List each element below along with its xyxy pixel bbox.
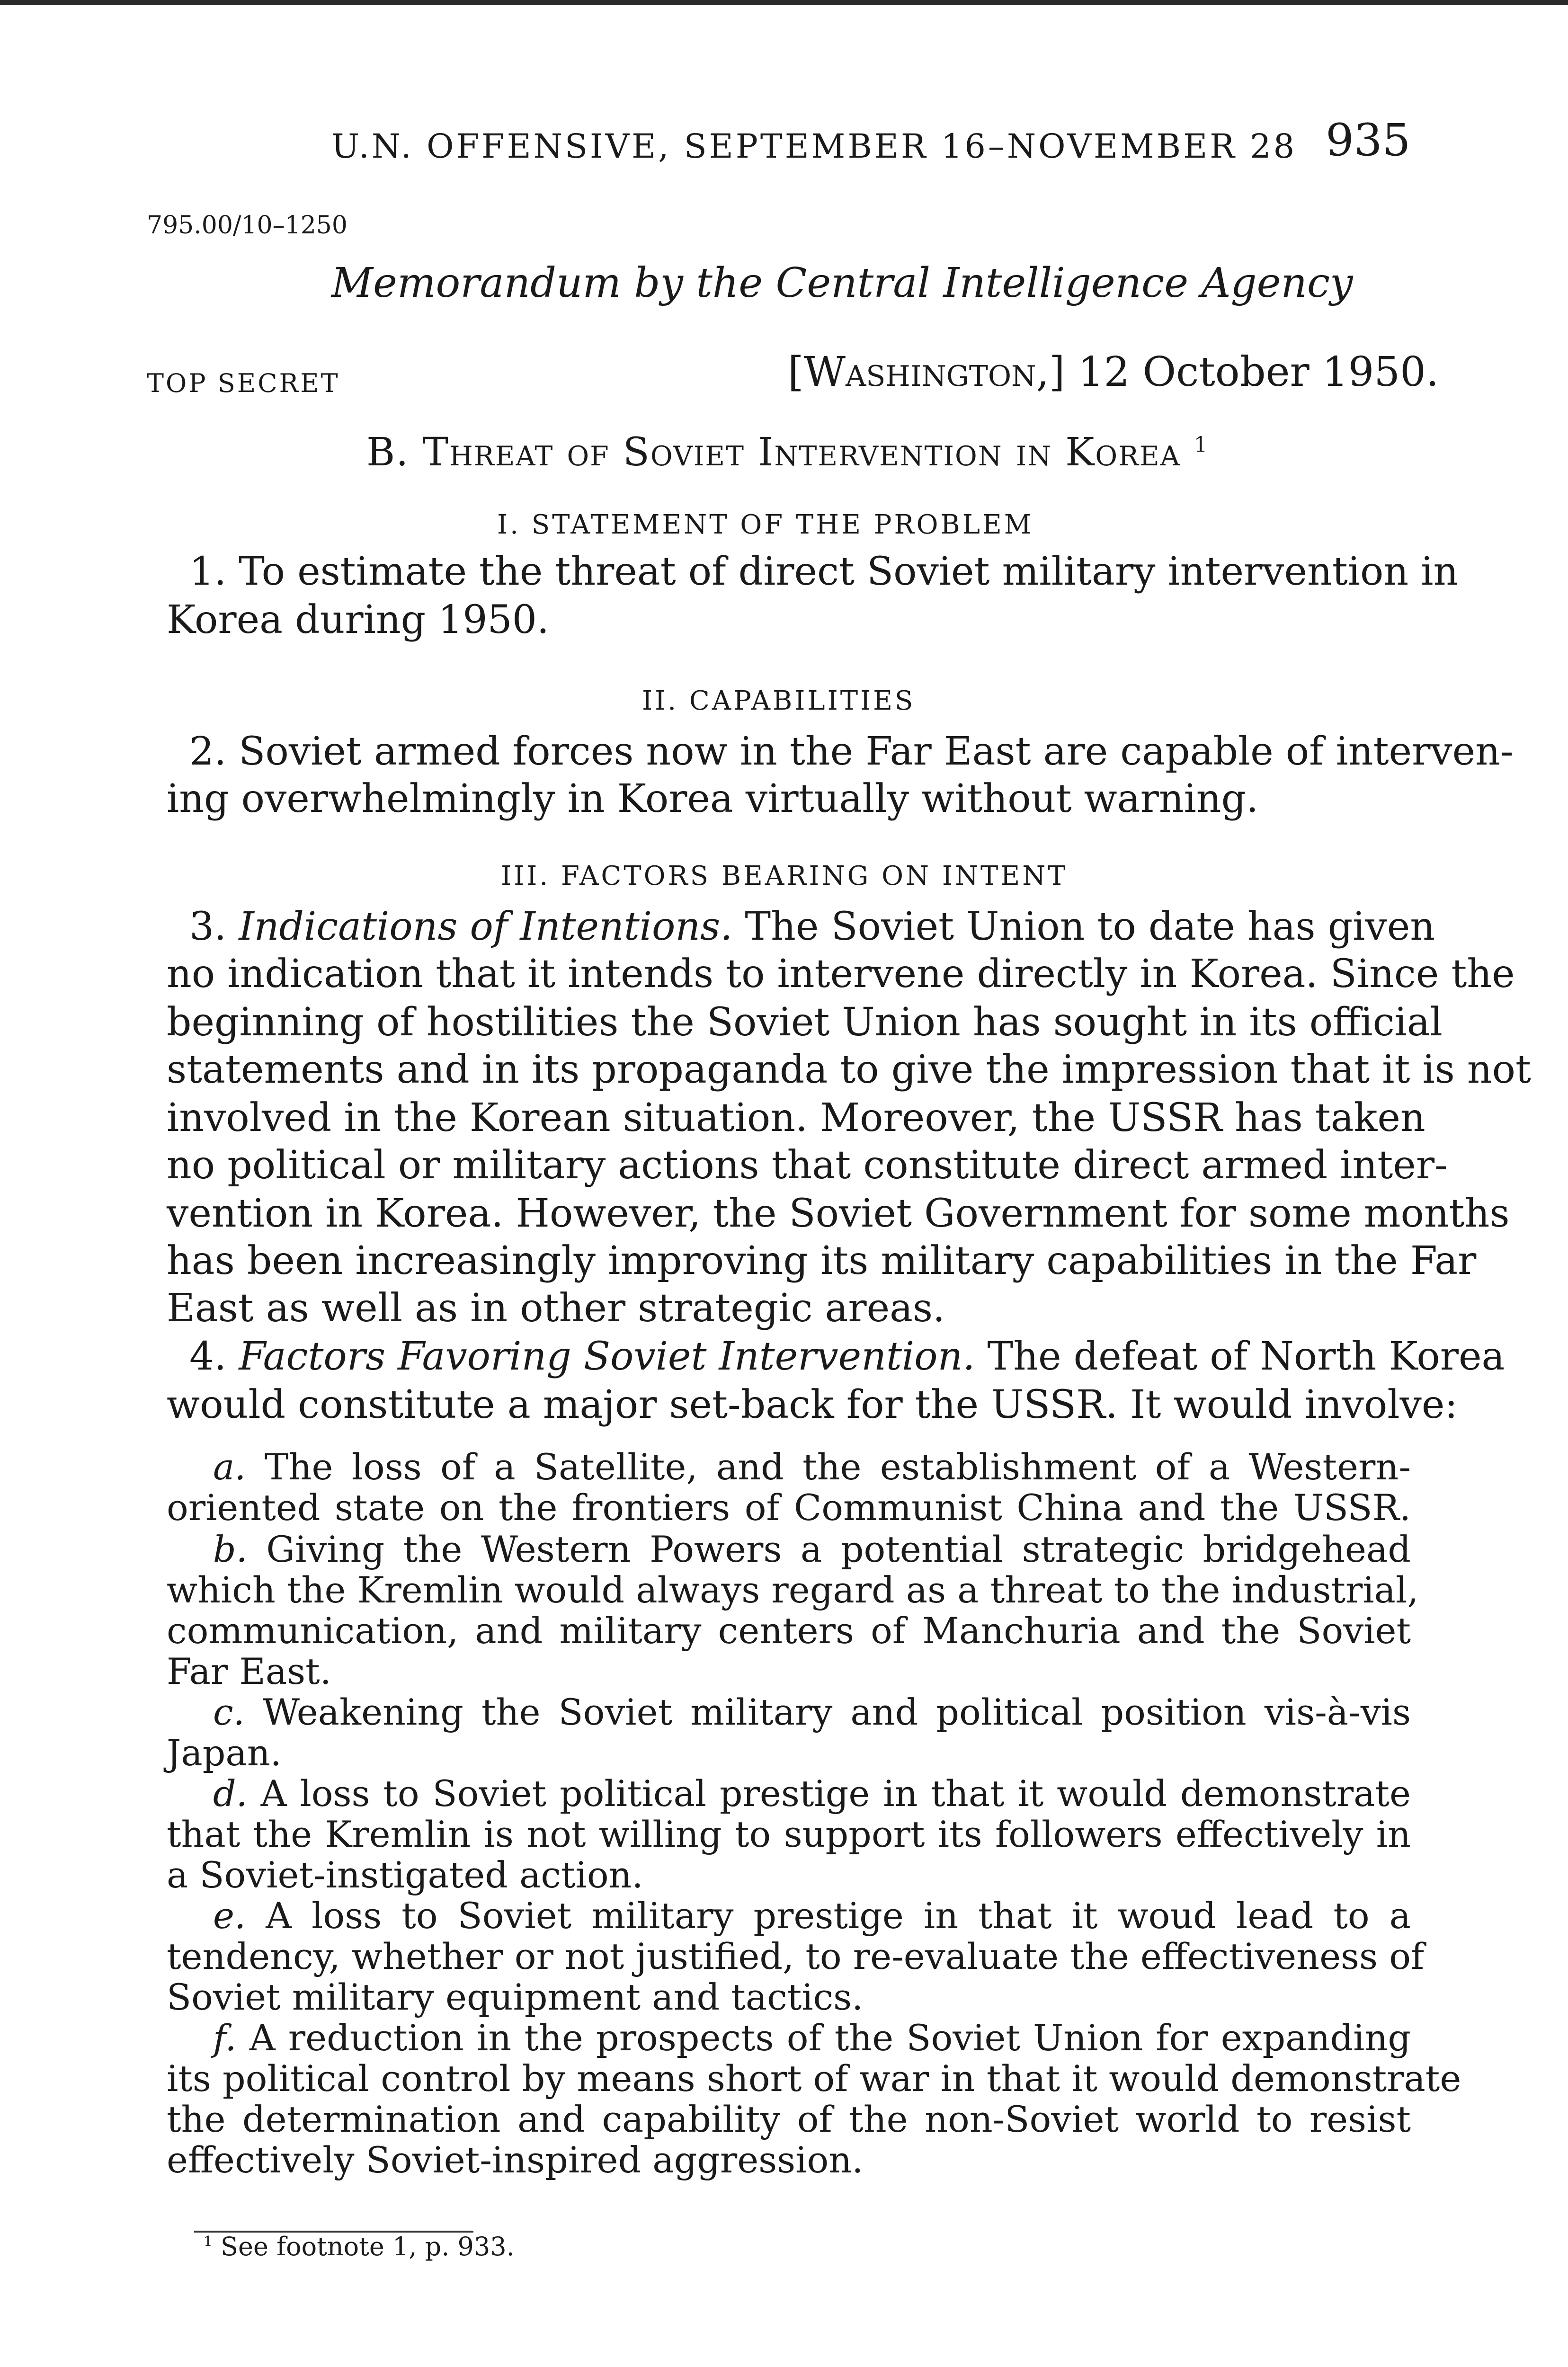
- place-open-bracket: [: [788, 348, 804, 396]
- item-e-line-2: tendency, whether or not justified, to re-evaluate the effectiveness of: [167, 1935, 1425, 1977]
- item-e-line-1: [213, 1895, 1411, 1937]
- page-number: 935: [1326, 115, 1411, 166]
- footnote: [204, 2232, 515, 2261]
- paragraph-3-line-8: has been increasingly improving its military capabilities in the Far: [167, 1238, 1477, 1283]
- classification-label: TOP SECRET: [147, 368, 340, 398]
- item-d-letter: d.: [213, 1772, 248, 1815]
- paragraph-3-line-2: no indication that it intends to intervene directly in Korea. Since the: [167, 952, 1515, 997]
- paragraph-4-heading: Factors Favoring Soviet Intervention.: [239, 1334, 975, 1379]
- item-b-letter: b.: [213, 1528, 248, 1570]
- paragraph-4-number: 4.: [189, 1334, 239, 1379]
- paragraph-4-lead-text: The defeat of North Korea: [975, 1334, 1505, 1379]
- item-f-letter: f.: [213, 2017, 237, 2059]
- place-date-line: [788, 348, 1439, 396]
- paragraph-2-line-1: 2. Soviet armed forces now in the Far East are capable of interven-: [189, 729, 1514, 774]
- place-name: Washington: [803, 348, 1036, 396]
- file-number: 795.00/10–1250: [147, 211, 347, 240]
- section-title: [366, 430, 1209, 475]
- item-d-line-1: [213, 1772, 1411, 1815]
- item-c-line-1: [213, 1691, 1411, 1733]
- item-f-text: A reduction in the prospects of the Soviet Union for expanding: [236, 2017, 1411, 2059]
- item-a-text: The loss of a Satellite, and the establishment of a Western-: [246, 1446, 1411, 1488]
- place-close-bracket: ,]: [1036, 348, 1065, 396]
- paragraph-3-line-5: involved in the Korean situation. Moreover, the USSR has taken: [167, 1095, 1425, 1140]
- item-b-line-1: [213, 1528, 1411, 1570]
- item-c-letter: c.: [213, 1691, 245, 1733]
- heading-capabilities: II. CAPABILITIES: [642, 685, 916, 716]
- paragraph-2-line-2: ing overwhelmingly in Korea virtually without warning.: [167, 776, 1259, 821]
- item-f-line-3: the determination and capability of the non-Soviet world to resist: [167, 2098, 1411, 2140]
- item-f-line-4: effectively Soviet-inspired aggression.: [167, 2139, 864, 2181]
- item-a-line-2: oriented state on the frontiers of Communist China and the USSR.: [167, 1486, 1411, 1529]
- item-b-text: Giving the Western Powers a potential strategic bridgehead: [247, 1528, 1411, 1570]
- heading-statement-of-problem: I. STATEMENT OF THE PROBLEM: [497, 509, 1034, 540]
- section-title-text: B. Threat of Soviet Intervention in Korea: [366, 430, 1181, 475]
- paragraph-3-line-7: vention in Korea. However, the Soviet Government for some months: [167, 1191, 1510, 1236]
- item-f-line-2: its political control by means short of war in that it would demonstrate: [167, 2057, 1461, 2100]
- item-a-letter: a.: [213, 1446, 246, 1488]
- item-e-text: A loss to Soviet military prestige in that it woud lead to a: [246, 1895, 1411, 1937]
- item-d-line-3: a Soviet-instigated action.: [167, 1854, 643, 1896]
- item-a-line-1: [213, 1446, 1411, 1488]
- document-title: Memorandum by the Central Intelligence Agency: [331, 259, 1353, 307]
- paragraph-3-line-3: beginning of hostilities the Soviet Union has sought in its official: [167, 1000, 1443, 1045]
- item-b-line-2: which the Kremlin would always regard as a threat to the industrial,: [167, 1569, 1419, 1611]
- scan-top-border: [0, 0, 1568, 5]
- paragraph-4-line-1: [189, 1334, 1505, 1379]
- paragraph-3-line-9: East as well as in other strategic areas.: [167, 1286, 945, 1331]
- running-head: U.N. OFFENSIVE, SEPTEMBER 16–NOVEMBER 28: [331, 127, 1297, 166]
- paragraph-1-line-1: 1. To estimate the threat of direct Soviet military intervention in: [189, 549, 1459, 594]
- paragraph-3-number: 3.: [189, 904, 239, 949]
- item-d-text: A loss to Soviet political prestige in that it would demonstrate: [247, 1772, 1411, 1815]
- item-c-text: Weakening the Soviet military and political position vis-à-vis: [244, 1691, 1411, 1733]
- paragraph-3-line-4: statements and in its propaganda to give the impression that it is not: [167, 1047, 1531, 1092]
- item-e-line-3: Soviet military equipment and tactics.: [167, 1976, 864, 2018]
- paragraph-1-line-2: Korea during 1950.: [167, 597, 549, 642]
- item-f-line-1: [213, 2017, 1411, 2059]
- footnote-marker: 1: [204, 2234, 213, 2250]
- document-date: 12 October 1950.: [1078, 348, 1439, 396]
- item-c-line-2: Japan.: [167, 1732, 282, 1774]
- item-b-line-3: communication, and military centers of Manchuria and the Soviet: [167, 1610, 1411, 1652]
- paragraph-4-line-2: would constitute a major set-back for the USSR. It would involve:: [167, 1382, 1458, 1427]
- item-b-line-4: Far East.: [167, 1650, 331, 1692]
- paragraph-3-line-6: no political or military actions that constitute direct armed inter-: [167, 1143, 1448, 1188]
- footnote-text: See footnote 1, p. 933.: [212, 2232, 515, 2261]
- item-d-line-2: that the Kremlin is not willing to support its followers effectively in: [167, 1813, 1411, 1855]
- footnote-reference: 1: [1194, 432, 1209, 457]
- item-e-letter: e.: [213, 1895, 246, 1937]
- paragraph-3-heading: Indications of Intentions.: [239, 904, 733, 949]
- paragraph-3-line-1: [189, 904, 1435, 949]
- heading-factors-bearing-on-intent: III. FACTORS BEARING ON INTENT: [501, 861, 1068, 891]
- paragraph-3-lead-text: The Soviet Union to date has given: [732, 904, 1435, 949]
